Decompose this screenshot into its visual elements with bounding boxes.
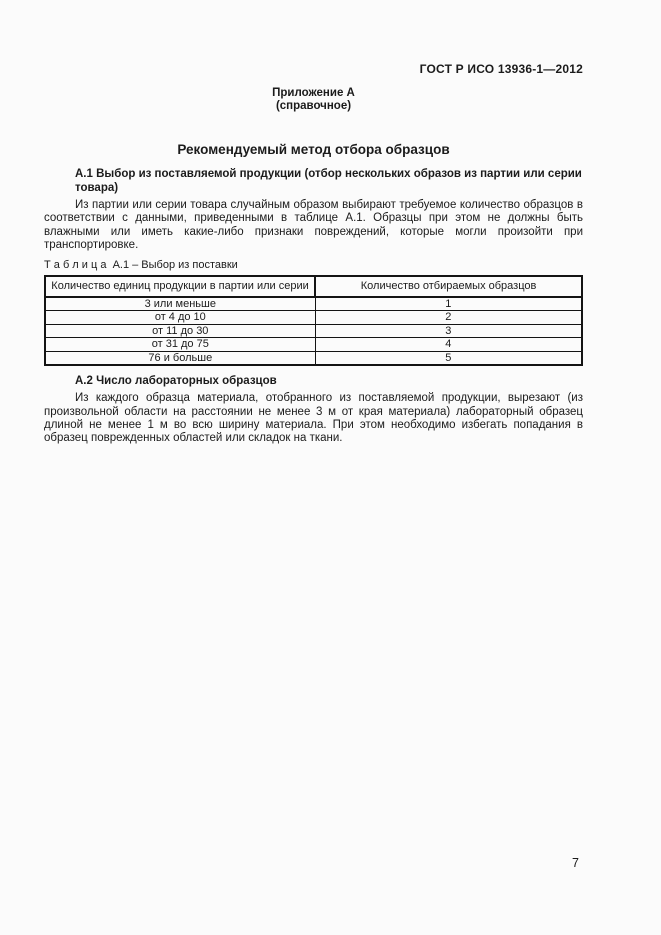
page-title: Рекомендуемый метод отбора образцов xyxy=(177,142,450,157)
table-row xyxy=(45,351,582,365)
table-cell: 3 xyxy=(315,324,582,338)
table-cell: 76 и больше xyxy=(45,351,315,365)
table-cell: от 31 до 75 xyxy=(45,338,315,352)
section-a2-paragraph: Из каждого образца материала, отобранного из поставляемой продукции, вырезают (из произвольной области на расстоянии не менее 3 м от края материала) лабораторный образец длиной не менее 1 м во всю ширину материала. При этом необходимо избегать попадания в образец поврежденных областей или складок на ткани. xyxy=(44,392,583,445)
annex-subtitle: (справочное) xyxy=(275,100,352,112)
section-a1-paragraph: Из партии или серии товара случайным образом выбирают требуемое количество образцов в соответствии с данными, приведенными в таблице А.1. Образцы при этом не должны быть влажными или иметь какие-либо признаки повреждений, которые могли произойти при транспортировке. xyxy=(44,199,583,252)
section-a1-heading: А.1 Выбор из поставляемой продукции (отбор нескольких образов из партии или серии товара) xyxy=(75,168,582,194)
table-row xyxy=(45,324,582,338)
column-header: Количество единиц продукции в партии или серии xyxy=(45,276,315,297)
table-row xyxy=(45,311,582,325)
table-cell: 4 xyxy=(315,338,582,352)
table-row xyxy=(45,297,582,311)
table-row xyxy=(45,338,582,352)
table-a1 xyxy=(44,275,583,367)
table-cell: от 4 до 10 xyxy=(45,311,315,325)
table-header-row xyxy=(45,276,582,297)
table-a1-caption: Т а б л и ц а А.1 – Выбор из поставки xyxy=(44,258,238,271)
annex-title: Приложение А xyxy=(272,87,355,99)
page-number: 7 xyxy=(572,856,579,870)
table-cell: от 11 до 30 xyxy=(45,324,315,338)
section-a2-heading: А.2 Число лабораторных образцов xyxy=(75,375,277,388)
page-content xyxy=(44,0,583,446)
table-cell: 5 xyxy=(315,351,582,365)
table-cell: 2 xyxy=(315,311,582,325)
table-cell: 1 xyxy=(315,297,582,311)
column-header: Количество отбираемых образцов xyxy=(315,276,582,297)
doc-code: ГОСТ Р ИСО 13936-1—2012 xyxy=(419,62,583,76)
table-cell: 3 или меньше xyxy=(45,297,315,311)
